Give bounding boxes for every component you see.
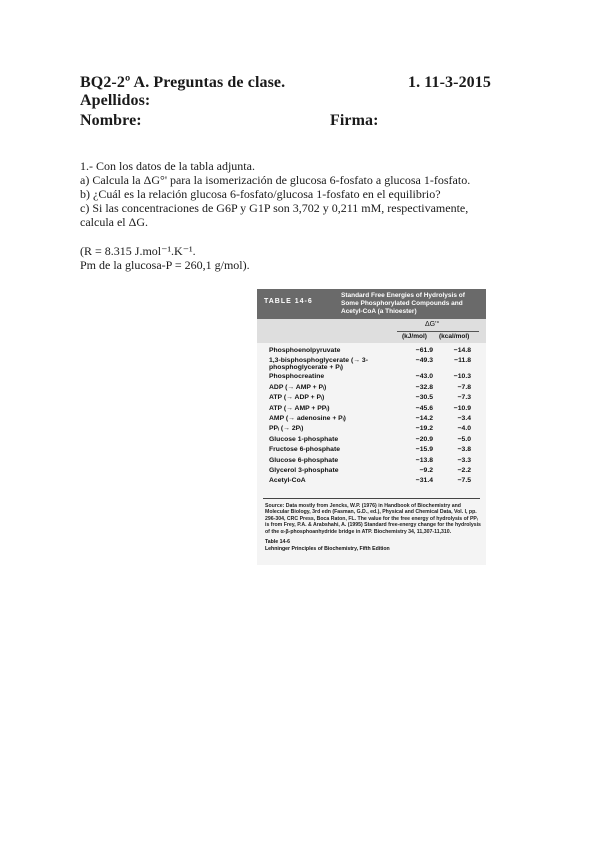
value-kj: −49.3 xyxy=(415,357,433,365)
value-kcal: −11.8 xyxy=(454,357,471,365)
value-kj: −61.9 xyxy=(415,347,433,354)
question-intro: 1.- Con los datos de la tabla adjunta. xyxy=(80,159,255,173)
value-kj: −45.6 xyxy=(415,404,433,412)
gas-constant: (R = 8.315 J.mol⁻¹.K⁻¹. xyxy=(80,244,196,258)
compound-name: Glucose 6-phosphate xyxy=(269,456,339,464)
value-kj: −32.8 xyxy=(415,383,433,391)
compound-name: ATP (→ ADP + Pᵢ) xyxy=(269,394,325,402)
table-row xyxy=(257,394,486,404)
compound-name: Phosphoenolpyruvate xyxy=(269,347,341,354)
value-kj: −31.4 xyxy=(415,477,433,485)
value-kj: −13.8 xyxy=(415,456,433,464)
value-kcal: −7.8 xyxy=(457,383,471,391)
molar-mass: Pm de la glucosa-P = 260,1 g/mol). xyxy=(80,258,250,272)
value-kj: −9.2 xyxy=(419,466,433,474)
table-row xyxy=(257,405,486,415)
table-bottom-rule xyxy=(263,498,480,499)
exam-title: BQ2-2º A. Preguntas de clase. xyxy=(80,74,286,91)
table-row xyxy=(257,347,486,357)
compound-name: Acetyl-CoA xyxy=(269,477,306,485)
table-column-header xyxy=(257,319,486,343)
compound-name: ADP (→ AMP + Pᵢ) xyxy=(269,383,327,391)
unit-kj-heading: (kJ/mol) xyxy=(402,333,427,340)
free-energy-table xyxy=(257,289,486,565)
question-b: b) ¿Cuál es la relación glucosa 6-fosfato/glucosa 1-fosfato en el equilibrio? xyxy=(80,187,441,201)
table-row xyxy=(257,415,486,425)
table-row xyxy=(257,477,486,487)
compound-name: Glucose 1-phosphate xyxy=(269,435,339,443)
question-c-line2: calcula el ΔG. xyxy=(80,215,149,229)
table-header-band xyxy=(257,289,486,319)
value-kcal: −10.3 xyxy=(453,373,471,381)
value-kj: −14.2 xyxy=(415,414,433,422)
nombre-label: Nombre: xyxy=(80,112,142,129)
value-kcal: −7.5 xyxy=(457,477,471,485)
table-row xyxy=(257,384,486,394)
table-body xyxy=(257,347,486,488)
value-kcal: −7.3 xyxy=(457,394,471,402)
value-kcal: −3.8 xyxy=(457,446,471,454)
compound-name: Fructose 6-phosphate xyxy=(269,446,340,454)
value-kj: −43.0 xyxy=(415,373,433,381)
value-kcal: −3.4 xyxy=(457,414,471,422)
table-source-note: Source: Data mostly from Jencks, W.P. (1976) in Handbook of Biochemistry and Molecular Biology, 3rd edn (Fasman, G.D., ed.), Physical and Chemical Data, Vol. I, pp. 296-304, CRC Press, Boca Raton, FL. The value for the free energy of hydrolysis of PPᵢ is from Frey, P.A. & Arabshahi, A. (1995) Standard free-energy change for the hydrolysis of the α-β-phosphoanhydride bridge in ATP. Biochemistry 34, 11,307-11,310. xyxy=(265,503,481,535)
firma-label: Firma: xyxy=(330,112,379,129)
table-code: TABLE 14-6 xyxy=(264,298,313,305)
compound-name: Glycerol 3-phosphate xyxy=(269,466,339,474)
table-row xyxy=(257,373,486,383)
value-kcal: −10.9 xyxy=(453,404,471,412)
table-caption: Standard Free Energies of Hydrolysis of Some Phosphorylated Compounds and Acetyl-CoA (a Thioester) xyxy=(341,292,465,315)
table-footer-book: Lehninger Principles of Biochemistry, Fifth Edition xyxy=(265,546,390,552)
compound-name: PPᵢ (→ 2Pᵢ) xyxy=(269,425,304,433)
value-kj: −20.9 xyxy=(415,435,433,443)
table-row xyxy=(257,436,486,446)
value-kcal: −4.0 xyxy=(457,425,471,433)
unit-kcal-heading: (kcal/mol) xyxy=(439,333,470,340)
value-kj: −30.5 xyxy=(415,394,433,402)
value-kcal: −5.0 xyxy=(457,435,471,443)
table-row xyxy=(257,457,486,467)
table-row xyxy=(257,446,486,456)
compound-name: AMP (→ adenosine + Pᵢ) xyxy=(269,414,346,422)
question-c-line1: c) Si las concentraciones de G6P y G1P son 3,702 y 0,211 mM, respectivamente, xyxy=(80,201,469,215)
table-row xyxy=(257,357,486,373)
value-kcal: −14.8 xyxy=(453,347,471,354)
question-a: a) Calcula la ΔG°' para la isomerización de glucosa 6-fosfato a glucosa 1-fosfato. xyxy=(80,173,471,187)
exam-date: 1. 11-3-2015 xyxy=(408,74,491,91)
delta-g-heading: ΔG'° xyxy=(425,321,440,328)
value-kj: −19.2 xyxy=(415,425,433,433)
compound-name: Phosphocreatine xyxy=(269,373,325,381)
compound-name: 1,3-bisphosphoglycerate (→ 3-phosphoglycerate + Pᵢ) xyxy=(269,357,368,372)
table-row xyxy=(257,425,486,435)
apellidos-label: Apellidos: xyxy=(80,92,151,109)
table-footer-label: Table 14-6 xyxy=(265,539,290,545)
compound-name: ATP (→ AMP + PPᵢ) xyxy=(269,404,330,412)
value-kj: −15.9 xyxy=(415,446,433,454)
table-row xyxy=(257,467,486,477)
column-divider xyxy=(397,331,479,332)
value-kcal: −2.2 xyxy=(457,466,471,474)
value-kcal: −3.3 xyxy=(457,456,471,464)
